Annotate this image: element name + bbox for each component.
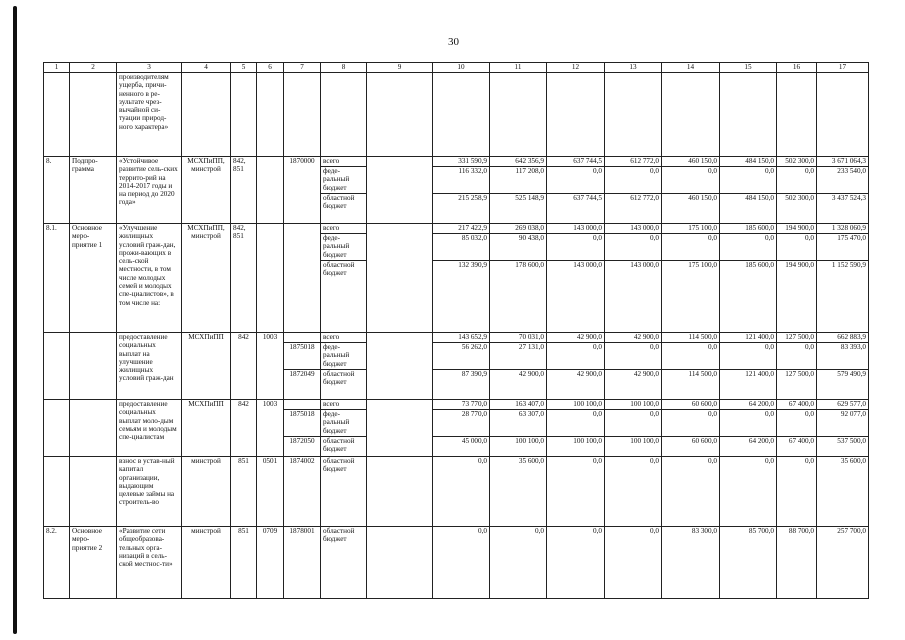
value-cell: 662 883,9 [817, 333, 869, 343]
table-row [44, 527, 869, 599]
value-cell: 0,0 [777, 234, 817, 261]
value-cell: 132 390,9 [433, 261, 490, 333]
row-csr: 1872049 [284, 370, 321, 400]
value-cell: 3 671 064,3 [817, 157, 869, 167]
row-description: предоставление социальных выплат на улучшение жилищных условий граж-дан [117, 333, 182, 400]
value-cell: 127 500,0 [777, 333, 817, 343]
funding-source: областной бюджет [321, 457, 367, 527]
value-cell: 579 490,9 [817, 370, 869, 400]
value-cell: 28 770,0 [433, 410, 490, 437]
value-cell: 0,0 [605, 167, 662, 194]
value-cell: 88 700,0 [777, 527, 817, 599]
value-cell: 1 328 060,9 [817, 224, 869, 234]
value-cell: 100 100,0 [547, 400, 605, 410]
value-cell: 0,0 [605, 234, 662, 261]
column-header: 17 [817, 63, 869, 73]
column-header: 9 [367, 63, 433, 73]
value-cell: 117 208,0 [490, 167, 547, 194]
row-csr: 1875018 [284, 343, 321, 370]
column-number-row [44, 63, 869, 73]
funding-source: областной бюджет [321, 370, 367, 400]
row-grbs: 851 [231, 457, 257, 527]
value-cell: 0,0 [720, 457, 777, 527]
row-rzpr: 0709 [257, 527, 284, 599]
row-description: взнос в устав-ный капитал организации, выдающим целевые займы на строитель-во [117, 457, 182, 527]
value-cell: 612 772,0 [605, 157, 662, 167]
row-rzpr [257, 224, 284, 333]
row-description: «Развитие сети общеобразова-тельных орга-низаций в сель-ской местнос-ти» [117, 527, 182, 599]
value-cell: 331 590,9 [433, 157, 490, 167]
row-rzpr [257, 157, 284, 224]
value-cell: 100 100,0 [547, 437, 605, 457]
value-cell: 0,0 [662, 234, 720, 261]
value-cell: 27 131,0 [490, 343, 547, 370]
row-grbs: 842 [231, 333, 257, 400]
value-cell: 87 390,9 [433, 370, 490, 400]
value-cell: 484 150,0 [720, 157, 777, 167]
funding-source: феде-ральный бюджет [321, 234, 367, 261]
value-cell: 67 400,0 [777, 437, 817, 457]
value-cell: 35 600,0 [817, 457, 869, 527]
value-cell: 175 100,0 [662, 224, 720, 234]
value-cell: 502 300,0 [777, 194, 817, 224]
value-cell: 1 152 590,9 [817, 261, 869, 333]
row-csr [284, 400, 321, 410]
value-cell: 64 200,0 [720, 400, 777, 410]
value-cell: 460 150,0 [662, 194, 720, 224]
value-cell: 194 900,0 [777, 261, 817, 333]
value-cell: 0,0 [547, 410, 605, 437]
funding-source: областной бюджет [321, 527, 367, 599]
row-rzpr: 1003 [257, 400, 284, 457]
row-number [44, 333, 70, 400]
value-cell: 3 437 524,3 [817, 194, 869, 224]
value-cell: 83 393,0 [817, 343, 869, 370]
value-cell: 42 900,0 [547, 370, 605, 400]
value-cell: 100 100,0 [605, 400, 662, 410]
value-cell: 0,0 [777, 167, 817, 194]
column-header: 14 [662, 63, 720, 73]
row-number [44, 400, 70, 457]
row-executor: МСХПиПП [182, 400, 231, 457]
value-cell: 484 150,0 [720, 194, 777, 224]
row-csr [284, 224, 321, 333]
value-cell: 73 770,0 [433, 400, 490, 410]
column-header: 6 [257, 63, 284, 73]
value-cell: 85 032,0 [433, 234, 490, 261]
column-header: 16 [777, 63, 817, 73]
value-cell: 0,0 [777, 457, 817, 527]
value-cell: 0,0 [433, 457, 490, 527]
value-cell: 0,0 [605, 457, 662, 527]
value-cell: 42 900,0 [605, 370, 662, 400]
value-cell: 0,0 [662, 457, 720, 527]
column-header: 15 [720, 63, 777, 73]
row-executor: МСХПиПП, минстрой [182, 157, 231, 224]
funding-source: всего [321, 157, 367, 167]
value-cell: 143 000,0 [605, 261, 662, 333]
column-header: 12 [547, 63, 605, 73]
column-header: 4 [182, 63, 231, 73]
column-header: 1 [44, 63, 70, 73]
value-cell: 0,0 [777, 410, 817, 437]
table-row [44, 333, 869, 343]
value-cell: 0,0 [547, 527, 605, 599]
value-cell: 0,0 [547, 234, 605, 261]
value-cell: 45 000,0 [433, 437, 490, 457]
value-cell: 537 500,0 [817, 437, 869, 457]
value-cell: 0,0 [547, 343, 605, 370]
value-cell: 257 700,0 [817, 527, 869, 599]
value-cell: 0,0 [720, 167, 777, 194]
value-cell: 0,0 [605, 527, 662, 599]
value-cell: 178 600,0 [490, 261, 547, 333]
value-cell: 90 438,0 [490, 234, 547, 261]
page-number: 30 [448, 36, 459, 48]
value-cell: 175 100,0 [662, 261, 720, 333]
value-cell: 0,0 [720, 343, 777, 370]
binding-edge-line [13, 6, 17, 634]
table-row [44, 457, 869, 527]
value-cell: 92 077,0 [817, 410, 869, 437]
column-header: 10 [433, 63, 490, 73]
funding-source: всего [321, 400, 367, 410]
table-row [44, 400, 869, 410]
value-cell: 60 600,0 [662, 400, 720, 410]
row-grbs: 842, 851 [231, 157, 257, 224]
row-grbs: 851 [231, 527, 257, 599]
row-grbs: 842 [231, 400, 257, 457]
value-cell: 194 900,0 [777, 224, 817, 234]
value-cell: 185 600,0 [720, 261, 777, 333]
value-cell: 0,0 [720, 234, 777, 261]
value-cell: 70 031,0 [490, 333, 547, 343]
value-cell: 0,0 [605, 343, 662, 370]
table-row [44, 73, 869, 157]
funding-source: областной бюджет [321, 437, 367, 457]
value-cell: 163 407,0 [490, 400, 547, 410]
value-cell: 114 500,0 [662, 333, 720, 343]
value-cell: 629 577,0 [817, 400, 869, 410]
funding-source: всего [321, 224, 367, 234]
value-cell: 269 038,0 [490, 224, 547, 234]
column-header: 8 [321, 63, 367, 73]
value-cell: 0,0 [490, 527, 547, 599]
row-executor: минстрой [182, 527, 231, 599]
value-cell: 460 150,0 [662, 157, 720, 167]
value-cell: 0,0 [547, 167, 605, 194]
value-cell: 83 300,0 [662, 527, 720, 599]
value-cell: 0,0 [662, 343, 720, 370]
funding-source: феде-ральный бюджет [321, 410, 367, 437]
value-cell: 525 148,9 [490, 194, 547, 224]
funding-source: всего [321, 333, 367, 343]
value-cell: 143 000,0 [547, 261, 605, 333]
value-cell: 143 652,9 [433, 333, 490, 343]
row-number: 8. [44, 157, 70, 224]
value-cell: 121 400,0 [720, 370, 777, 400]
value-cell: 143 000,0 [547, 224, 605, 234]
row-csr: 1872050 [284, 437, 321, 457]
value-cell: 217 422,9 [433, 224, 490, 234]
column-header: 2 [70, 63, 117, 73]
value-cell: 0,0 [777, 343, 817, 370]
value-cell: 114 500,0 [662, 370, 720, 400]
value-cell: 42 900,0 [490, 370, 547, 400]
value-cell: 63 307,0 [490, 410, 547, 437]
row-csr [284, 333, 321, 343]
row-description: предоставление социальных выплат моло-дым семьям и молодым спе-циалистам [117, 400, 182, 457]
value-cell: 143 000,0 [605, 224, 662, 234]
column-header: 11 [490, 63, 547, 73]
value-cell: 35 600,0 [490, 457, 547, 527]
column-header: 7 [284, 63, 321, 73]
value-cell: 175 470,0 [817, 234, 869, 261]
value-cell: 0,0 [662, 167, 720, 194]
funding-source: феде-ральный бюджет [321, 343, 367, 370]
table-row [44, 224, 869, 234]
row-executor: МСХПиПП [182, 333, 231, 400]
row-description: «Улучшение жилищных условий граж-дан, прожи-вающих в сель-ской местности, в том числе молодых семей и молодых спе-циалистов», в том числе на: [117, 224, 182, 333]
value-cell: 612 772,0 [605, 194, 662, 224]
row-type [70, 400, 117, 457]
row-number: 8.1. [44, 224, 70, 333]
row-type: Подпро-грамма [70, 157, 117, 224]
value-cell: 64 200,0 [720, 437, 777, 457]
column-header: 3 [117, 63, 182, 73]
row-type: Основное меро-приятие 1 [70, 224, 117, 333]
row-type [70, 333, 117, 400]
value-cell: 0,0 [720, 410, 777, 437]
row-executor: МСХПиПП, минстрой [182, 224, 231, 333]
row-csr: 1874002 [284, 457, 321, 527]
table-row [44, 157, 869, 167]
row-type [70, 73, 117, 157]
value-cell: 100 100,0 [605, 437, 662, 457]
value-cell: 215 258,9 [433, 194, 490, 224]
row-description: «Устойчивое развитие сель-ских террито-рий на 2014-2017 годы и на период до 2020 года» [117, 157, 182, 224]
row-number [44, 457, 70, 527]
value-cell: 637 744,5 [547, 194, 605, 224]
value-cell: 116 332,0 [433, 167, 490, 194]
funding-source: феде-ральный бюджет [321, 167, 367, 194]
row-csr: 1870000 [284, 157, 321, 224]
funding-source: областной бюджет [321, 261, 367, 333]
row-number: 8.2. [44, 527, 70, 599]
row-description: производителям ущерба, причи-ненного в ре-зультате чрез-вычайной си-туации природ-ного характера» [117, 73, 182, 157]
value-cell: 642 356,9 [490, 157, 547, 167]
row-rzpr: 1003 [257, 333, 284, 400]
row-grbs: 842, 851 [231, 224, 257, 333]
column-header: 13 [605, 63, 662, 73]
row-rzpr: 0501 [257, 457, 284, 527]
row-csr: 1875018 [284, 410, 321, 437]
row-executor: минстрой [182, 457, 231, 527]
value-cell: 67 400,0 [777, 400, 817, 410]
value-cell: 0,0 [547, 457, 605, 527]
value-cell: 0,0 [605, 410, 662, 437]
value-cell: 121 400,0 [720, 333, 777, 343]
value-cell: 56 262,0 [433, 343, 490, 370]
column-header: 5 [231, 63, 257, 73]
row-type [70, 457, 117, 527]
value-cell: 233 540,0 [817, 167, 869, 194]
value-cell: 637 744,5 [547, 157, 605, 167]
budget-table [43, 62, 869, 599]
value-cell: 185 600,0 [720, 224, 777, 234]
value-cell: 0,0 [433, 527, 490, 599]
value-cell: 42 900,0 [605, 333, 662, 343]
row-type: Основное меро-приятие 2 [70, 527, 117, 599]
value-cell: 85 700,0 [720, 527, 777, 599]
row-number [44, 73, 70, 157]
value-cell: 127 500,0 [777, 370, 817, 400]
value-cell: 0,0 [662, 410, 720, 437]
value-cell: 42 900,0 [547, 333, 605, 343]
value-cell: 60 600,0 [662, 437, 720, 457]
value-cell: 502 300,0 [777, 157, 817, 167]
funding-source: областной бюджет [321, 194, 367, 224]
row-csr: 1878001 [284, 527, 321, 599]
value-cell: 100 100,0 [490, 437, 547, 457]
